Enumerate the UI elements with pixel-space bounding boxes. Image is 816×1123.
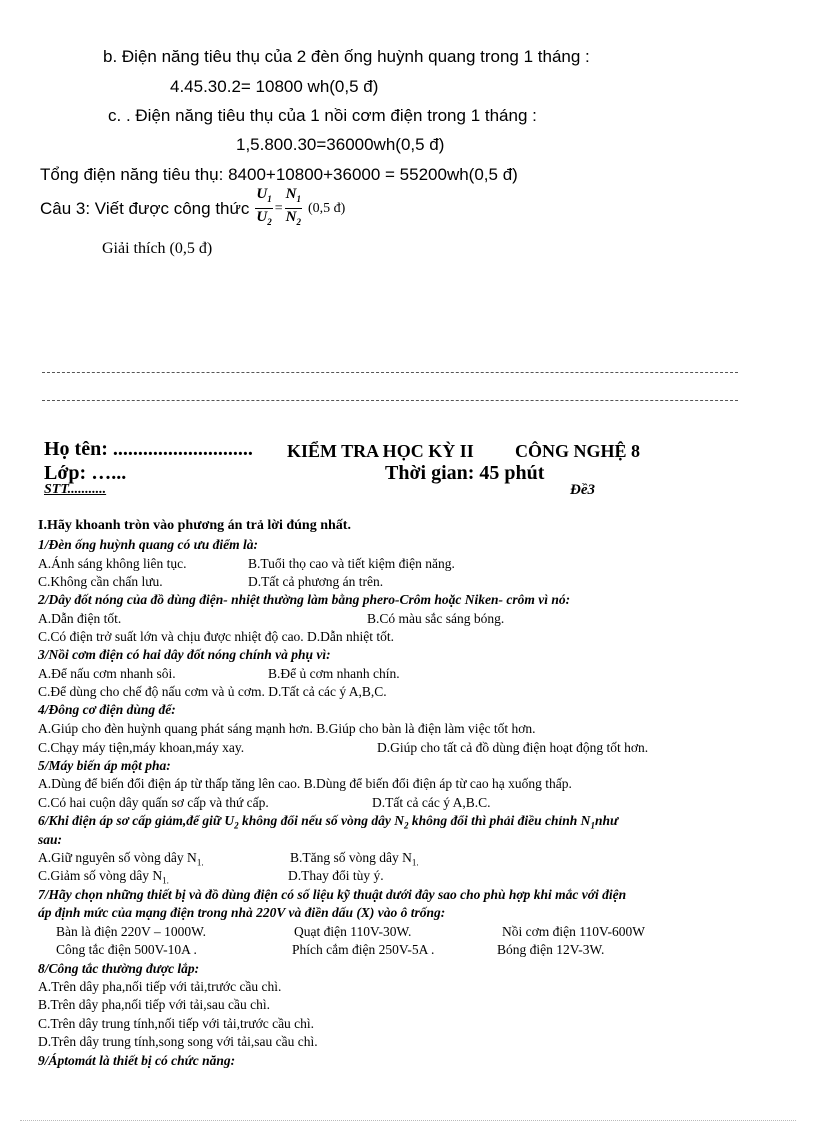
- formula-u-fraction: $\frac{U_1}{U_2}$: [256, 186, 272, 227]
- class-label: Lớp: …...: [44, 462, 127, 484]
- q2-question: 2/Dây đốt nóng của đồ dùng điện- nhiệt thường làm bằng phero-Crôm hoặc Niken- crôm vì nó:: [38, 592, 571, 607]
- q2-option-a[interactable]: A.Dẫn điện tốt.: [38, 611, 122, 626]
- q4-option-ab[interactable]: A.Giúp cho đèn huỳnh quang phát sáng mạnh hơn. B.Giúp cho bàn là điện làm việc tốt hơn.: [38, 721, 536, 736]
- q8-option-b[interactable]: B.Trên dây pha,nối tiếp với tải,sau cầu chì.: [38, 997, 270, 1012]
- answer-c-calc: 1,5.800.30=36000wh(0,5 đ): [236, 135, 445, 154]
- time-label: Thời gian: 45 phút: [385, 462, 545, 484]
- exam-subject: CÔNG NGHỆ 8: [515, 441, 641, 461]
- q3-option-b[interactable]: B.Để ủ cơm nhanh chín.: [268, 666, 400, 681]
- q7-item-6[interactable]: Bóng điện 12V-3W.: [497, 942, 605, 957]
- q4-question: 4/Đông cơ điện dùng để:: [38, 702, 176, 717]
- q8-option-c[interactable]: C.Trên dây trung tính,nối tiếp với tải,trước cầu chì.: [38, 1016, 315, 1031]
- q7-item-1[interactable]: Bàn là điện 220V – 1000W.: [56, 924, 206, 939]
- divider-2: [42, 400, 738, 401]
- q5-question: 5/Máy biến áp một pha:: [38, 758, 171, 773]
- q1-option-d[interactable]: D.Tất cả phương án trên.: [248, 574, 384, 589]
- q6-option-d[interactable]: D.Thay đổi tùy ý.: [288, 868, 384, 883]
- q6-question-line1: 6/Khi điện áp sơ cấp giảm,để giữ $U_2$ không đổi nếu số vòng dây $N_2$ không đổi thì phải điều chỉnh $N_1như$: [38, 813, 619, 831]
- q8-option-a[interactable]: A.Trên dây pha,nối tiếp với tải,trước cầu chì.: [38, 979, 282, 994]
- formula-equals: =: [274, 200, 283, 216]
- page-bottom-border: [20, 1120, 796, 1121]
- q5-option-ab[interactable]: A.Dùng để biến đổi điện áp từ thấp tăng lên cao. B.Dùng để biến đổi điện áp từ cao hạ xuống thấp.: [38, 776, 572, 791]
- q1-option-c[interactable]: C.Không cần chấn lưu.: [38, 574, 163, 589]
- q7-item-3[interactable]: Nồi cơm điện 110V-600W: [502, 924, 645, 939]
- q5-option-d[interactable]: D.Tất cả các ý A,B.C.: [372, 795, 491, 810]
- q8-option-d[interactable]: D.Trên dây trung tính,song song với tải,sau cầu chì.: [38, 1034, 318, 1049]
- q3-question: 3/Nồi cơm điện có hai dây đốt nóng chính và phụ vì:: [38, 647, 331, 662]
- answer-b-title: b. Điện năng tiêu thụ của 2 đèn ống huỳnh quang trong 1 tháng :: [103, 47, 590, 66]
- q4-option-d[interactable]: D.Giúp cho tất cả đồ dùng điện hoạt động tốt hơn.: [377, 740, 649, 755]
- name-label: Họ tên: ............................: [44, 438, 253, 460]
- explain-line: Giải thích (0,5 đ): [102, 240, 213, 257]
- q6-option-b[interactable]: B.Tăng số vòng dây $N_{1.}$: [290, 850, 419, 868]
- q6-question-line2: sau:: [38, 832, 63, 847]
- q1-option-b[interactable]: B.Tuổi thọ cao và tiết kiệm điện năng.: [248, 556, 455, 571]
- q3-option-a[interactable]: A.Để nấu cơm nhanh sôi.: [38, 666, 176, 681]
- exam-title: KIỂM TRA HỌC KỲ II: [287, 441, 474, 461]
- q7-item-5[interactable]: Phích cắm điện 250V-5A .: [292, 942, 435, 957]
- cau3-line: [40, 186, 345, 231]
- q3-option-cd[interactable]: C.Để dùng cho chế độ nấu cơm và ủ cơm. D.Tất cả các ý A,B,C.: [38, 684, 387, 699]
- q6-option-a[interactable]: A.Giữ nguyên số vòng dây $N_{1.}$: [38, 850, 204, 868]
- q7-question-line1: 7/Hãy chọn những thiết bị và đồ dùng điện có số liệu kỹ thuật dưới đây sao cho phù hợp khi mắc với điện: [38, 887, 627, 902]
- q1-question: 1/Đèn ống huỳnh quang có ưu điểm là:: [38, 537, 259, 552]
- answer-b-calc: 4.45.30.2= 10800 wh(0,5 đ): [170, 77, 379, 96]
- stt-label: STT...........: [44, 482, 107, 497]
- answer-c-title: c. . Điện năng tiêu thụ của 1 nồi cơm điện trong 1 tháng :: [108, 106, 537, 125]
- cau3-prefix: Câu 3: Viết được công thức: [40, 198, 250, 218]
- q4-option-c[interactable]: C.Chạy máy tiện,máy khoan,máy xay.: [38, 740, 245, 755]
- answer-total: Tổng điện năng tiêu thụ: 8400+10800+36000 = 55200wh(0,5 đ): [40, 165, 518, 184]
- q7-item-2[interactable]: Quạt điện 110V-30W.: [294, 924, 412, 939]
- q7-question-line2: áp định mức của mạng điện trong nhà 220V và điền dấu (X) vào ô trống:: [38, 905, 446, 920]
- version-label: Đề3: [570, 482, 595, 498]
- formula-n-fraction: $\frac{N_1}{N_2}$: [285, 186, 301, 227]
- q9-question: 9/Áptomát là thiết bị có chức năng:: [38, 1053, 236, 1068]
- q7-item-4[interactable]: Công tắc điện 500V-10A .: [56, 942, 197, 957]
- q2-option-cd[interactable]: C.Có điện trở suất lớn và chịu được nhiệt độ cao. D.Dẫn nhiệt tốt.: [38, 629, 395, 644]
- q1-option-a[interactable]: A.Ánh sáng không liên tục.: [38, 556, 187, 571]
- divider-1: [42, 372, 738, 373]
- section-title: I.Hãy khoanh tròn vào phương án trả lời đúng nhất.: [38, 518, 351, 533]
- q8-question: 8/Công tắc thường được lắp:: [38, 961, 200, 976]
- q2-option-b[interactable]: B.Có màu sắc sáng bóng.: [367, 611, 505, 626]
- q5-option-c[interactable]: C.Có hai cuộn dây quấn sơ cấp và thứ cấp.: [38, 795, 269, 810]
- cau3-score: (0,5 đ): [307, 200, 346, 216]
- q6-option-c[interactable]: C.Giảm số vòng dây $N_{1.}$: [38, 868, 169, 886]
